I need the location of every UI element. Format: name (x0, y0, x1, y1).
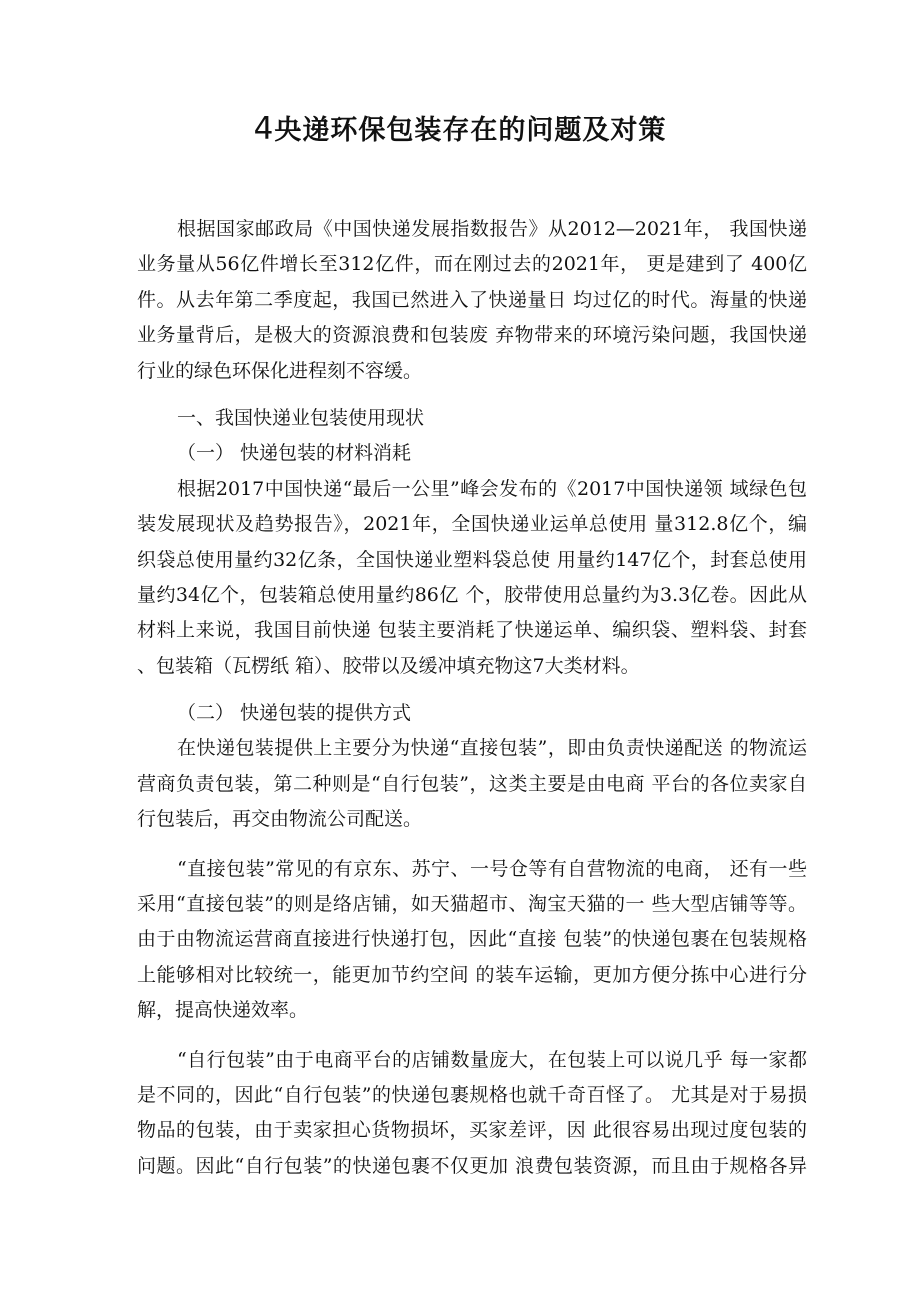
paragraph-line: 采用“直接包装”的则是络店铺，如天猫超市、淘宝天猫的一 些大型店铺等等。 (137, 893, 807, 916)
paragraph-line: 材料上来说，我国目前快递 包装主要消耗了快递运单、编织袋、塑料袋、封套 (137, 619, 807, 642)
paragraph-line: 物品的包装，由于卖家担心货物损坏，买家差评，因 此很容易出现过度包装的 (137, 1119, 807, 1142)
document-body (137, 212, 807, 1184)
section-heading: 一、我国快递业包装使用现状 (177, 406, 425, 429)
paragraph-line: 营商负责包装，第二种则是“自行包装”，这类主要是由电商 平台的各位卖家自 (137, 772, 807, 795)
paragraph-line: 织袋总使用量约32亿条，全国快递业塑料袋总使 用量约147亿个，封套总使用 (137, 548, 807, 571)
paragraph-line: 件。从去年第二季度起，我国已然进入了快递量日 均过亿的时代。海量的快递 (137, 288, 807, 311)
paragraph-line: 上能够相对比较统一，能更加节约空间 的装车运输，更加方便分拣中心进行分 (137, 963, 807, 986)
paragraph-1 (137, 212, 807, 389)
paragraph-3 (137, 731, 807, 837)
paragraph-line: 业务量背后，是极大的资源浪费和包装废 弃物带来的环境污染问题，我国快递 (137, 324, 807, 347)
title-text: 央递环保包装存在的问题及对策 (274, 115, 667, 146)
subsection-heading: （一） 快递包装的材料消耗 (177, 442, 412, 465)
paragraph-4 (137, 852, 807, 1029)
paragraph-line: 行业的绿色环保化进程刻不容缓。 (137, 359, 423, 382)
paragraph-line: 量约34亿个，包装箱总使用量约86亿 个，胶带使用总量约为3.3亿卷。因此从 (137, 583, 807, 606)
paragraph-5 (137, 1043, 807, 1185)
paragraph-line: 由于由物流运营商直接进行快递打包，因此“直接 包装”的快递包裹在包装规格 (137, 928, 807, 951)
title-number: 4 (253, 111, 275, 147)
paragraph-line: 根据2017中国快递“最后一公里”峰会发布的《2017中国快递领 域绿色包 (177, 477, 807, 500)
paragraph-line: “自行包装”由于电商平台的店铺数量庞大，在包装上可以说几乎 每一家都 (177, 1048, 807, 1071)
paragraph-line: “直接包装”常见的有京东、苏宁、一号仓等有自营物流的电商， 还有一些 (177, 857, 807, 880)
subsection-heading: （二） 快递包装的提供方式 (177, 702, 412, 725)
paragraph-line: 、包装箱（瓦楞纸 箱）、胶带以及缓冲填充物这7大类材料。 (137, 654, 640, 677)
paragraph-line: 问题。因此“自行包装”的快递包裹不仅更加 浪费包装资源，而且由于规格各异 (137, 1154, 807, 1177)
paragraph-line: 是不同的，因此“自行包装”的快递包裹规格也就千奇百怪了。 尤其是对于易损 (137, 1083, 807, 1106)
paragraph-line: 业务量从56亿件增长至312亿件，而在刚过去的2021年， 更是建到了 400亿 (137, 253, 807, 276)
paragraph-line: 解，提高快递效率。 (137, 999, 309, 1022)
paragraph-line: 行包装后，再交由物流公司配送。 (137, 808, 423, 831)
paragraph-2 (137, 472, 807, 684)
paragraph-line: 在快递包装提供上主要分为快递“直接包装”，即由负责快递配送 的物流运 (177, 737, 807, 760)
paragraph-line: 根据国家邮政局《中国快递发展指数报告》从2012—2021年， 我国快递 (177, 218, 807, 240)
paragraph-line: 装发展现状及趋势报告》，2021年，全国快递业运单总使用 量312.8亿个，编 (137, 513, 807, 536)
page-title (0, 108, 920, 147)
